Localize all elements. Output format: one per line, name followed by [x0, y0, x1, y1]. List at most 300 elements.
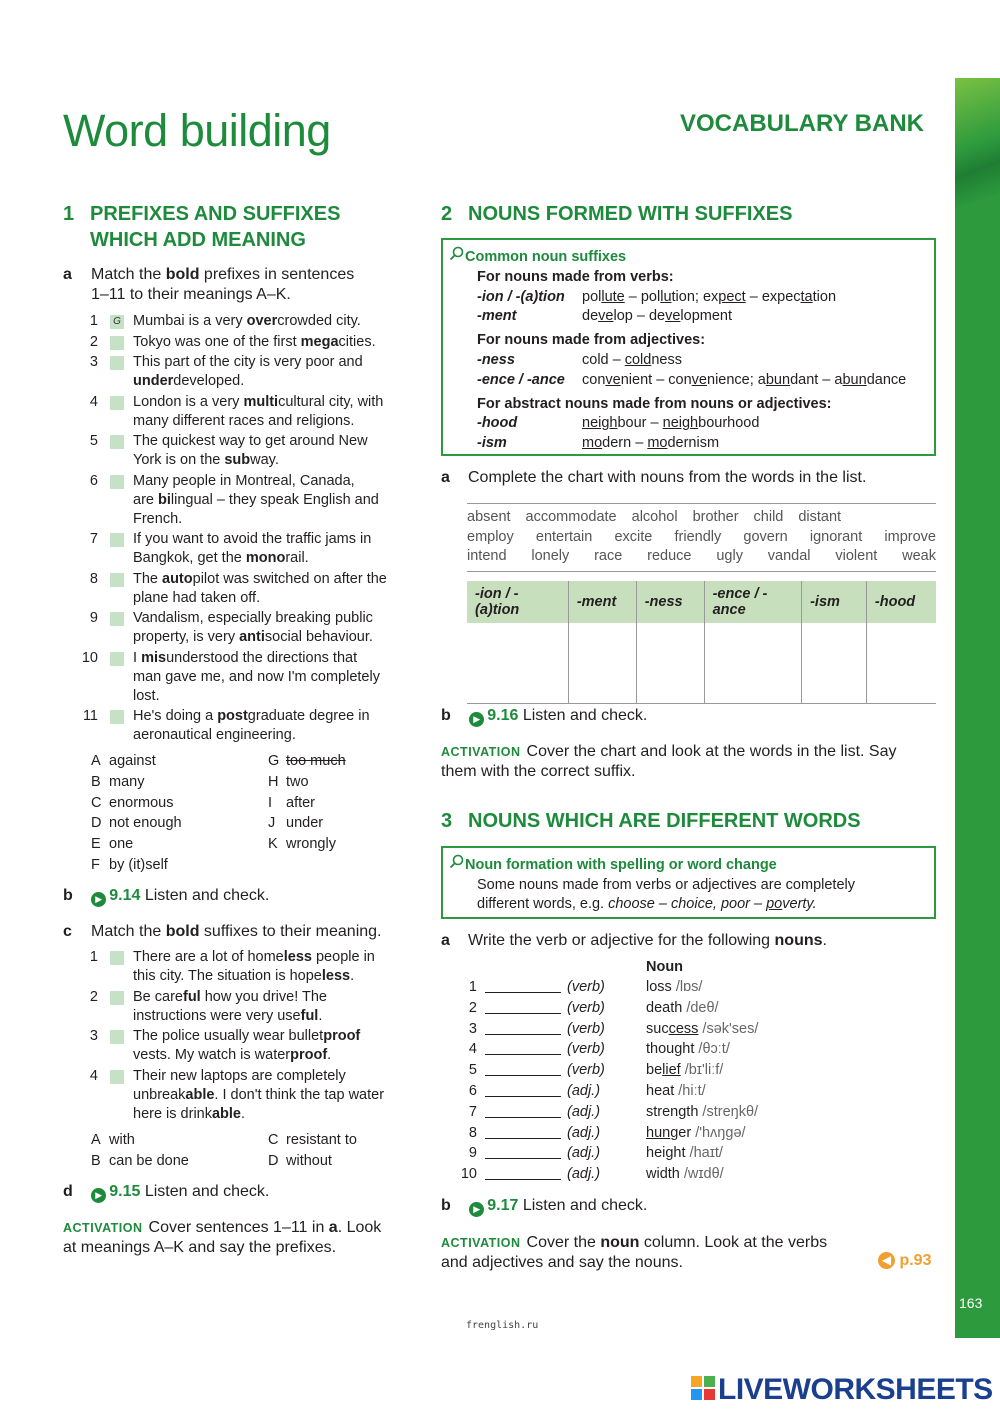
phonetic: /hiːt/ — [674, 1082, 706, 1099]
item-number: 4 — [89, 1067, 98, 1084]
prefix-sentences-list — [80, 312, 415, 747]
answer-box[interactable] — [110, 652, 124, 666]
text: heat — [646, 1082, 675, 1099]
text: dernism — [667, 435, 720, 452]
answer-box[interactable] — [110, 1030, 124, 1044]
prefix-sentence — [80, 312, 415, 331]
noun-word — [646, 1040, 730, 1059]
text: French. — [133, 510, 183, 527]
exercise-label-d: d — [63, 1183, 73, 1200]
text: height — [646, 1145, 686, 1162]
audio-icon: ▶ — [91, 892, 106, 907]
word-list-row — [467, 547, 936, 567]
text: The quickest way to get around New — [133, 433, 368, 449]
word-item: distant — [798, 509, 842, 525]
word-type: (adj.) — [567, 1124, 601, 1141]
text: aeronautical engineering. — [133, 727, 296, 743]
meaning-letter: C — [268, 1132, 279, 1148]
page-reference-text: p.93 — [899, 1252, 932, 1269]
audio-track-9-16[interactable] — [469, 707, 518, 724]
section3-number: 3 — [441, 810, 453, 832]
phonetic: /θɔːt/ — [694, 1041, 730, 1058]
meaning-option — [91, 751, 261, 772]
answer-blank[interactable] — [485, 1167, 561, 1180]
suffix-rows-adjectives — [477, 351, 929, 391]
text: If you want to avoid the traffic jams in — [133, 531, 372, 547]
meaning-letter: D — [268, 1152, 279, 1169]
answer-box[interactable] — [110, 951, 124, 965]
section3-activation — [441, 1233, 871, 1273]
answer-box[interactable] — [110, 612, 124, 626]
noun-item — [455, 1165, 785, 1186]
meaning-text: by (it)self — [109, 856, 168, 873]
prefix-sentence — [80, 530, 415, 568]
noun-item — [455, 1124, 785, 1145]
exercise-label-b: b — [63, 887, 73, 904]
meaning-letter: J — [268, 815, 276, 832]
suffix-row — [477, 307, 929, 327]
item-number: 3 — [89, 354, 98, 370]
instr-bold: bold — [165, 266, 200, 283]
noun-word — [646, 1061, 723, 1080]
search-icon — [449, 854, 465, 876]
text: loss — [646, 979, 672, 995]
meaning-letter: A — [91, 753, 101, 769]
text: instructions were very use — [133, 1007, 301, 1024]
text: Vandalism, especially breaking public — [133, 610, 373, 626]
meaning-text: after — [286, 794, 316, 811]
highlighted-text: able — [211, 1105, 241, 1122]
prefix-sentence — [80, 353, 415, 391]
word-type: (verb) — [567, 1020, 605, 1037]
answer-box[interactable] — [110, 396, 124, 410]
word-item: govern — [743, 528, 788, 545]
instr-text: suffixes to their meaning. — [199, 923, 382, 940]
text: dern – — [602, 435, 648, 452]
text: plane had taken off. — [133, 589, 261, 606]
text: . I don't think the tap water — [214, 1086, 385, 1103]
word-item: child — [753, 509, 784, 525]
item-number: 10 — [81, 649, 98, 666]
highlighted-text: bun — [842, 371, 867, 388]
word-item: brother — [692, 509, 739, 525]
item-number: 9 — [89, 610, 98, 626]
track-number: 9.16 — [487, 707, 519, 724]
highlighted-text: ful — [182, 988, 201, 1005]
box-text — [477, 895, 929, 915]
meaning-text: resistant to — [286, 1132, 357, 1148]
text: bour – — [617, 415, 663, 432]
highlighted-text: ve — [665, 308, 681, 325]
suffix-name: -hood — [477, 415, 518, 432]
text: The — [133, 570, 163, 587]
suffix-name: -ment — [477, 308, 517, 325]
highlighted-text: proof — [290, 1047, 328, 1063]
text: vests. My watch is water — [133, 1047, 291, 1063]
activation-text: Cover sentences 1–11 in — [148, 1219, 329, 1236]
listen-text: Listen and check. — [522, 707, 648, 724]
text: . — [327, 1047, 332, 1063]
highlighted-text: mo — [647, 435, 668, 452]
text: how you drive! The — [200, 988, 327, 1005]
text: are — [133, 491, 158, 508]
highlighted-text: lief — [662, 1062, 681, 1079]
text: – expec — [745, 288, 801, 305]
noun-item — [455, 1103, 785, 1124]
answer-blank[interactable] — [485, 1146, 561, 1159]
noun-item — [455, 1061, 785, 1082]
item-number: 3 — [468, 1020, 477, 1037]
highlighted-text: less — [283, 949, 312, 965]
suffix-rows-verbs — [477, 288, 929, 328]
item-number: 9 — [468, 1145, 477, 1162]
answer-box[interactable] — [110, 475, 124, 489]
activation-text: and adjectives and say the nouns. — [441, 1254, 683, 1271]
item-number: 5 — [468, 1062, 477, 1079]
meaning-option — [268, 793, 418, 814]
activation-text: column. Look at the verbs — [639, 1234, 828, 1251]
highlighted-text: post — [217, 708, 248, 724]
audio-track-9-14[interactable] — [91, 887, 140, 904]
highlighted-text: multi — [243, 393, 279, 410]
highlighted-text: ful — [300, 1007, 319, 1024]
page-reference-link[interactable] — [878, 1252, 931, 1270]
prefix-sentence — [80, 609, 415, 647]
text: understood the directions that — [166, 649, 358, 666]
text: cold – — [582, 351, 625, 368]
text: . — [350, 968, 355, 984]
chart-column-header: -ness — [636, 581, 704, 623]
highlighted-text: cold — [624, 351, 652, 368]
box-example-underlined: po — [766, 896, 783, 912]
answer-blank[interactable] — [485, 980, 561, 993]
highlighted-text: neigh — [662, 415, 699, 432]
box-title — [449, 246, 929, 268]
meaning-text: one — [109, 836, 134, 853]
text: Bangkok, get the — [133, 550, 246, 566]
text: York is on the — [133, 452, 225, 468]
chart-column-header: -ism — [802, 581, 867, 623]
instr-text: Complete the chart with nouns from the words in the list. — [468, 469, 867, 486]
text: – pol — [624, 288, 661, 305]
text: lost. — [133, 687, 160, 704]
noun-word — [646, 978, 702, 997]
prefix-sentence — [80, 393, 415, 431]
answer-blank[interactable] — [485, 1001, 561, 1014]
text: bourhood — [698, 415, 760, 432]
highlighted-text: hun — [646, 1124, 671, 1141]
word-type: (adj.) — [567, 1166, 601, 1183]
meaning-text: not enough — [109, 815, 182, 832]
text: lopment — [680, 308, 732, 325]
phonetic: /lɒs/ — [671, 979, 703, 995]
track-number: 9.14 — [109, 887, 141, 904]
instr-text: prefixes in sentences — [199, 266, 355, 283]
text: tion; ex — [671, 288, 719, 305]
meaning-option — [91, 1130, 261, 1151]
audio-track-9-17[interactable] — [469, 1197, 518, 1214]
highlighted-text: lute — [601, 288, 625, 305]
word-type: (verb) — [567, 999, 605, 1016]
phonetic: /sək'ses/ — [698, 1020, 759, 1037]
section3-heading — [441, 808, 861, 834]
text: graduate degree in — [247, 708, 370, 724]
activation-bold: noun — [600, 1234, 640, 1251]
answer-box[interactable] — [110, 356, 124, 370]
word-type: (verb) — [567, 1041, 605, 1058]
chart-answer-cell[interactable] — [568, 623, 636, 704]
noun-word — [646, 1165, 724, 1184]
highlighted-text: sub — [224, 452, 251, 468]
phonetic: /'hʌŋgə/ — [691, 1124, 746, 1141]
answer-box[interactable] — [110, 533, 124, 547]
answer-box[interactable] — [110, 991, 124, 1005]
activation-label: ACTIVATION — [63, 1221, 143, 1235]
exercise-label-a: a — [441, 469, 450, 486]
phonetic: /haɪt/ — [685, 1145, 723, 1162]
noun-word — [646, 1020, 758, 1039]
section1-activation — [63, 1218, 433, 1258]
word-item: ugly — [716, 548, 743, 564]
meaning-option — [91, 855, 261, 876]
meaning-letter: E — [91, 836, 101, 853]
liveworksheets-logo — [690, 1373, 993, 1407]
meaning-option — [91, 772, 261, 793]
suffix-name: -ence / -ance — [477, 371, 565, 388]
activation-text: . Look — [337, 1219, 382, 1236]
word-item: alcohol — [631, 509, 678, 525]
answer-box[interactable] — [110, 336, 124, 350]
meaning-option — [91, 834, 261, 855]
noun-item — [455, 978, 785, 999]
suffix-example — [582, 415, 759, 431]
activation-label: ACTIVATION — [441, 1236, 521, 1250]
word-item: weak — [902, 548, 936, 564]
suffix-example — [582, 352, 682, 368]
text: Their new laptops are completely — [133, 1067, 346, 1084]
track-number: 9.17 — [487, 1197, 519, 1214]
answer-box[interactable] — [110, 1070, 124, 1084]
box-text-part: different words, e.g. — [477, 896, 609, 912]
arrow-left-icon: ◀ — [878, 1252, 895, 1269]
meaning-text: can be done — [109, 1152, 189, 1169]
highlighted-text: lu — [660, 288, 672, 305]
noun-list — [455, 978, 785, 1186]
text: here is drink — [133, 1105, 212, 1122]
meaning-text: too much — [286, 753, 346, 769]
answer-blank[interactable] — [485, 1084, 561, 1097]
suffix-sentence — [80, 948, 420, 986]
word-type: (verb) — [567, 1062, 605, 1079]
noun-word — [646, 1103, 758, 1122]
text: pol — [582, 288, 602, 305]
answer-blank[interactable] — [485, 1126, 561, 1139]
highlighted-text: ve — [598, 308, 614, 325]
text: strength — [646, 1103, 699, 1120]
meaning-letter: I — [268, 794, 273, 811]
text: rail. — [285, 550, 309, 566]
section2-heading-text: NOUNS FORMED WITH SUFFIXES — [468, 203, 793, 225]
item-number: 1 — [468, 979, 477, 995]
section1-heading-line2: WHICH ADD MEANING — [90, 229, 306, 251]
suffix-meanings-right — [268, 1130, 418, 1172]
noun-item — [455, 1020, 785, 1041]
noun-word — [646, 1144, 723, 1163]
text: cultural city, with — [278, 393, 384, 410]
word-list-row — [467, 528, 936, 548]
noun-item — [455, 999, 785, 1020]
meaning-text: under — [286, 815, 324, 832]
item-number: 2 — [89, 333, 98, 350]
text: property, is very — [133, 629, 240, 645]
instr-text: Write the verb or adjective for the following — [468, 932, 775, 949]
text: cities. — [338, 333, 376, 350]
text: dance — [866, 371, 907, 388]
box-heading-abstract: For abstract nouns made from nouns or adjectives: — [477, 395, 832, 412]
audio-icon: ▶ — [469, 712, 484, 727]
highlighted-text: ve — [691, 371, 707, 388]
item-number: 6 — [89, 472, 98, 489]
side-bar — [955, 78, 1000, 1338]
highlighted-text: less — [321, 968, 351, 984]
text: lop – de — [613, 308, 666, 325]
text: London is a very — [133, 393, 244, 410]
text: man gave me, and now I'm completely — [133, 668, 380, 685]
highlighted-text: over — [246, 313, 278, 329]
answer-box[interactable] — [110, 710, 124, 724]
text: ness — [651, 351, 682, 368]
section2-activation — [441, 742, 941, 782]
section1-exercise-c — [63, 922, 433, 942]
suffix-sentence — [80, 1027, 420, 1065]
text: He's doing a — [133, 708, 218, 724]
phonetic: /bɪ'liːf/ — [680, 1062, 724, 1079]
search-icon — [449, 246, 465, 268]
text: This part of the city is very poor and — [133, 354, 363, 370]
meaning-letter: B — [91, 1152, 101, 1169]
box-title — [449, 854, 929, 876]
chart-answer-cell[interactable] — [636, 623, 704, 704]
exercise-label-b: b — [441, 1197, 451, 1214]
box-title-text: Common noun suffixes — [465, 249, 627, 265]
noun-word — [646, 999, 719, 1018]
box-heading-adjectives: For nouns made from adjectives: — [477, 332, 706, 349]
highlighted-text: mono — [245, 550, 286, 566]
box-title-text: Noun formation with spelling or word change — [465, 857, 777, 873]
item-number: 4 — [468, 1041, 477, 1058]
text: I — [133, 649, 142, 666]
word-item: violent — [835, 548, 878, 564]
answer-box[interactable]: G — [110, 315, 124, 329]
word-item: reduce — [647, 548, 692, 564]
text: width — [646, 1166, 680, 1183]
meanings-right-column — [268, 751, 418, 855]
meanings-left-column — [91, 751, 261, 876]
liveworksheets-text: LIVEWORKSHEETS — [718, 1373, 993, 1406]
page-title: Word building — [63, 105, 331, 156]
text: crowded city. — [277, 313, 361, 329]
text: Many people in Montreal, Canada, — [133, 472, 355, 489]
word-item: lonely — [531, 548, 570, 564]
section2-exercise-a — [441, 468, 936, 488]
meaning-text: two — [286, 773, 309, 790]
audio-icon: ▶ — [91, 1188, 106, 1203]
prefix-sentence — [80, 649, 415, 706]
word-list-box — [467, 503, 936, 572]
meaning-option — [268, 772, 418, 793]
meaning-text: enormous — [109, 794, 174, 811]
answer-blank[interactable] — [485, 1063, 561, 1076]
chart-answer-cell[interactable] — [866, 623, 936, 704]
highlighted-text: mo — [582, 435, 603, 452]
text: lingual – they speak English and — [170, 491, 379, 508]
item-number: 11 — [82, 708, 98, 724]
word-item: entertain — [535, 528, 593, 545]
suffix-rows-abstract — [477, 414, 929, 454]
section1-instruction-a — [63, 265, 423, 305]
audio-track-9-15[interactable] — [91, 1183, 140, 1200]
chart-answer-cell[interactable] — [467, 623, 568, 704]
item-number: 1 — [89, 949, 98, 965]
text: . — [241, 1105, 246, 1122]
suffix-example — [582, 372, 906, 388]
instr-text: Match the — [91, 266, 166, 283]
activation-text: Cover the — [526, 1234, 601, 1251]
section1-exercise-b — [63, 886, 269, 907]
meaning-letter: G — [268, 753, 280, 769]
noun-column-header: Noun — [646, 959, 684, 975]
side-bar-graphic — [955, 78, 1000, 228]
highlighted-text: ve — [605, 371, 621, 388]
chart-answer-cell[interactable] — [704, 623, 802, 704]
activation-label: ACTIVATION — [441, 745, 521, 759]
prefix-sentence — [80, 432, 415, 470]
meaning-letter: C — [91, 794, 102, 811]
text: this city. The situation is hope — [133, 968, 322, 984]
prefix-sentence — [80, 707, 415, 745]
listen-text: Listen and check. — [144, 1183, 270, 1200]
suffix-meanings-left — [91, 1130, 261, 1172]
liveworksheets-icon — [690, 1375, 716, 1401]
answer-box[interactable] — [110, 573, 124, 587]
section3-exercise-b — [441, 1196, 647, 1217]
chart-column-header: -ion / -(a)tion — [467, 581, 568, 623]
suffix-name: -ness — [477, 351, 515, 368]
phonetic: /streŋkθ/ — [698, 1103, 759, 1120]
answer-blank[interactable] — [485, 1105, 561, 1118]
answer-blank[interactable] — [485, 1022, 561, 1035]
section3-heading-text: NOUNS WHICH ARE DIFFERENT WORDS — [468, 810, 861, 832]
box-text: Some nouns made from verbs or adjectives are completely — [477, 876, 855, 893]
phonetic: /deθ/ — [682, 999, 719, 1016]
word-item: friendly — [674, 528, 722, 545]
text: way. — [250, 452, 279, 468]
activation-text: at meanings A–K and say the prefixes. — [63, 1239, 337, 1256]
chart-answer-cell[interactable] — [802, 623, 867, 704]
meaning-letter: F — [91, 856, 100, 873]
prefix-sentence — [80, 570, 415, 608]
answer-box[interactable] — [110, 435, 124, 449]
text: ger — [670, 1124, 692, 1141]
meaning-option — [268, 751, 418, 772]
instr-text: . — [822, 932, 827, 949]
answer-blank[interactable] — [485, 1042, 561, 1055]
meaning-option — [268, 1151, 418, 1172]
noun-item — [455, 1040, 785, 1061]
noun-chart-table — [467, 581, 936, 704]
suffix-example — [582, 435, 719, 451]
text: The police usually wear bullet — [133, 1028, 324, 1044]
